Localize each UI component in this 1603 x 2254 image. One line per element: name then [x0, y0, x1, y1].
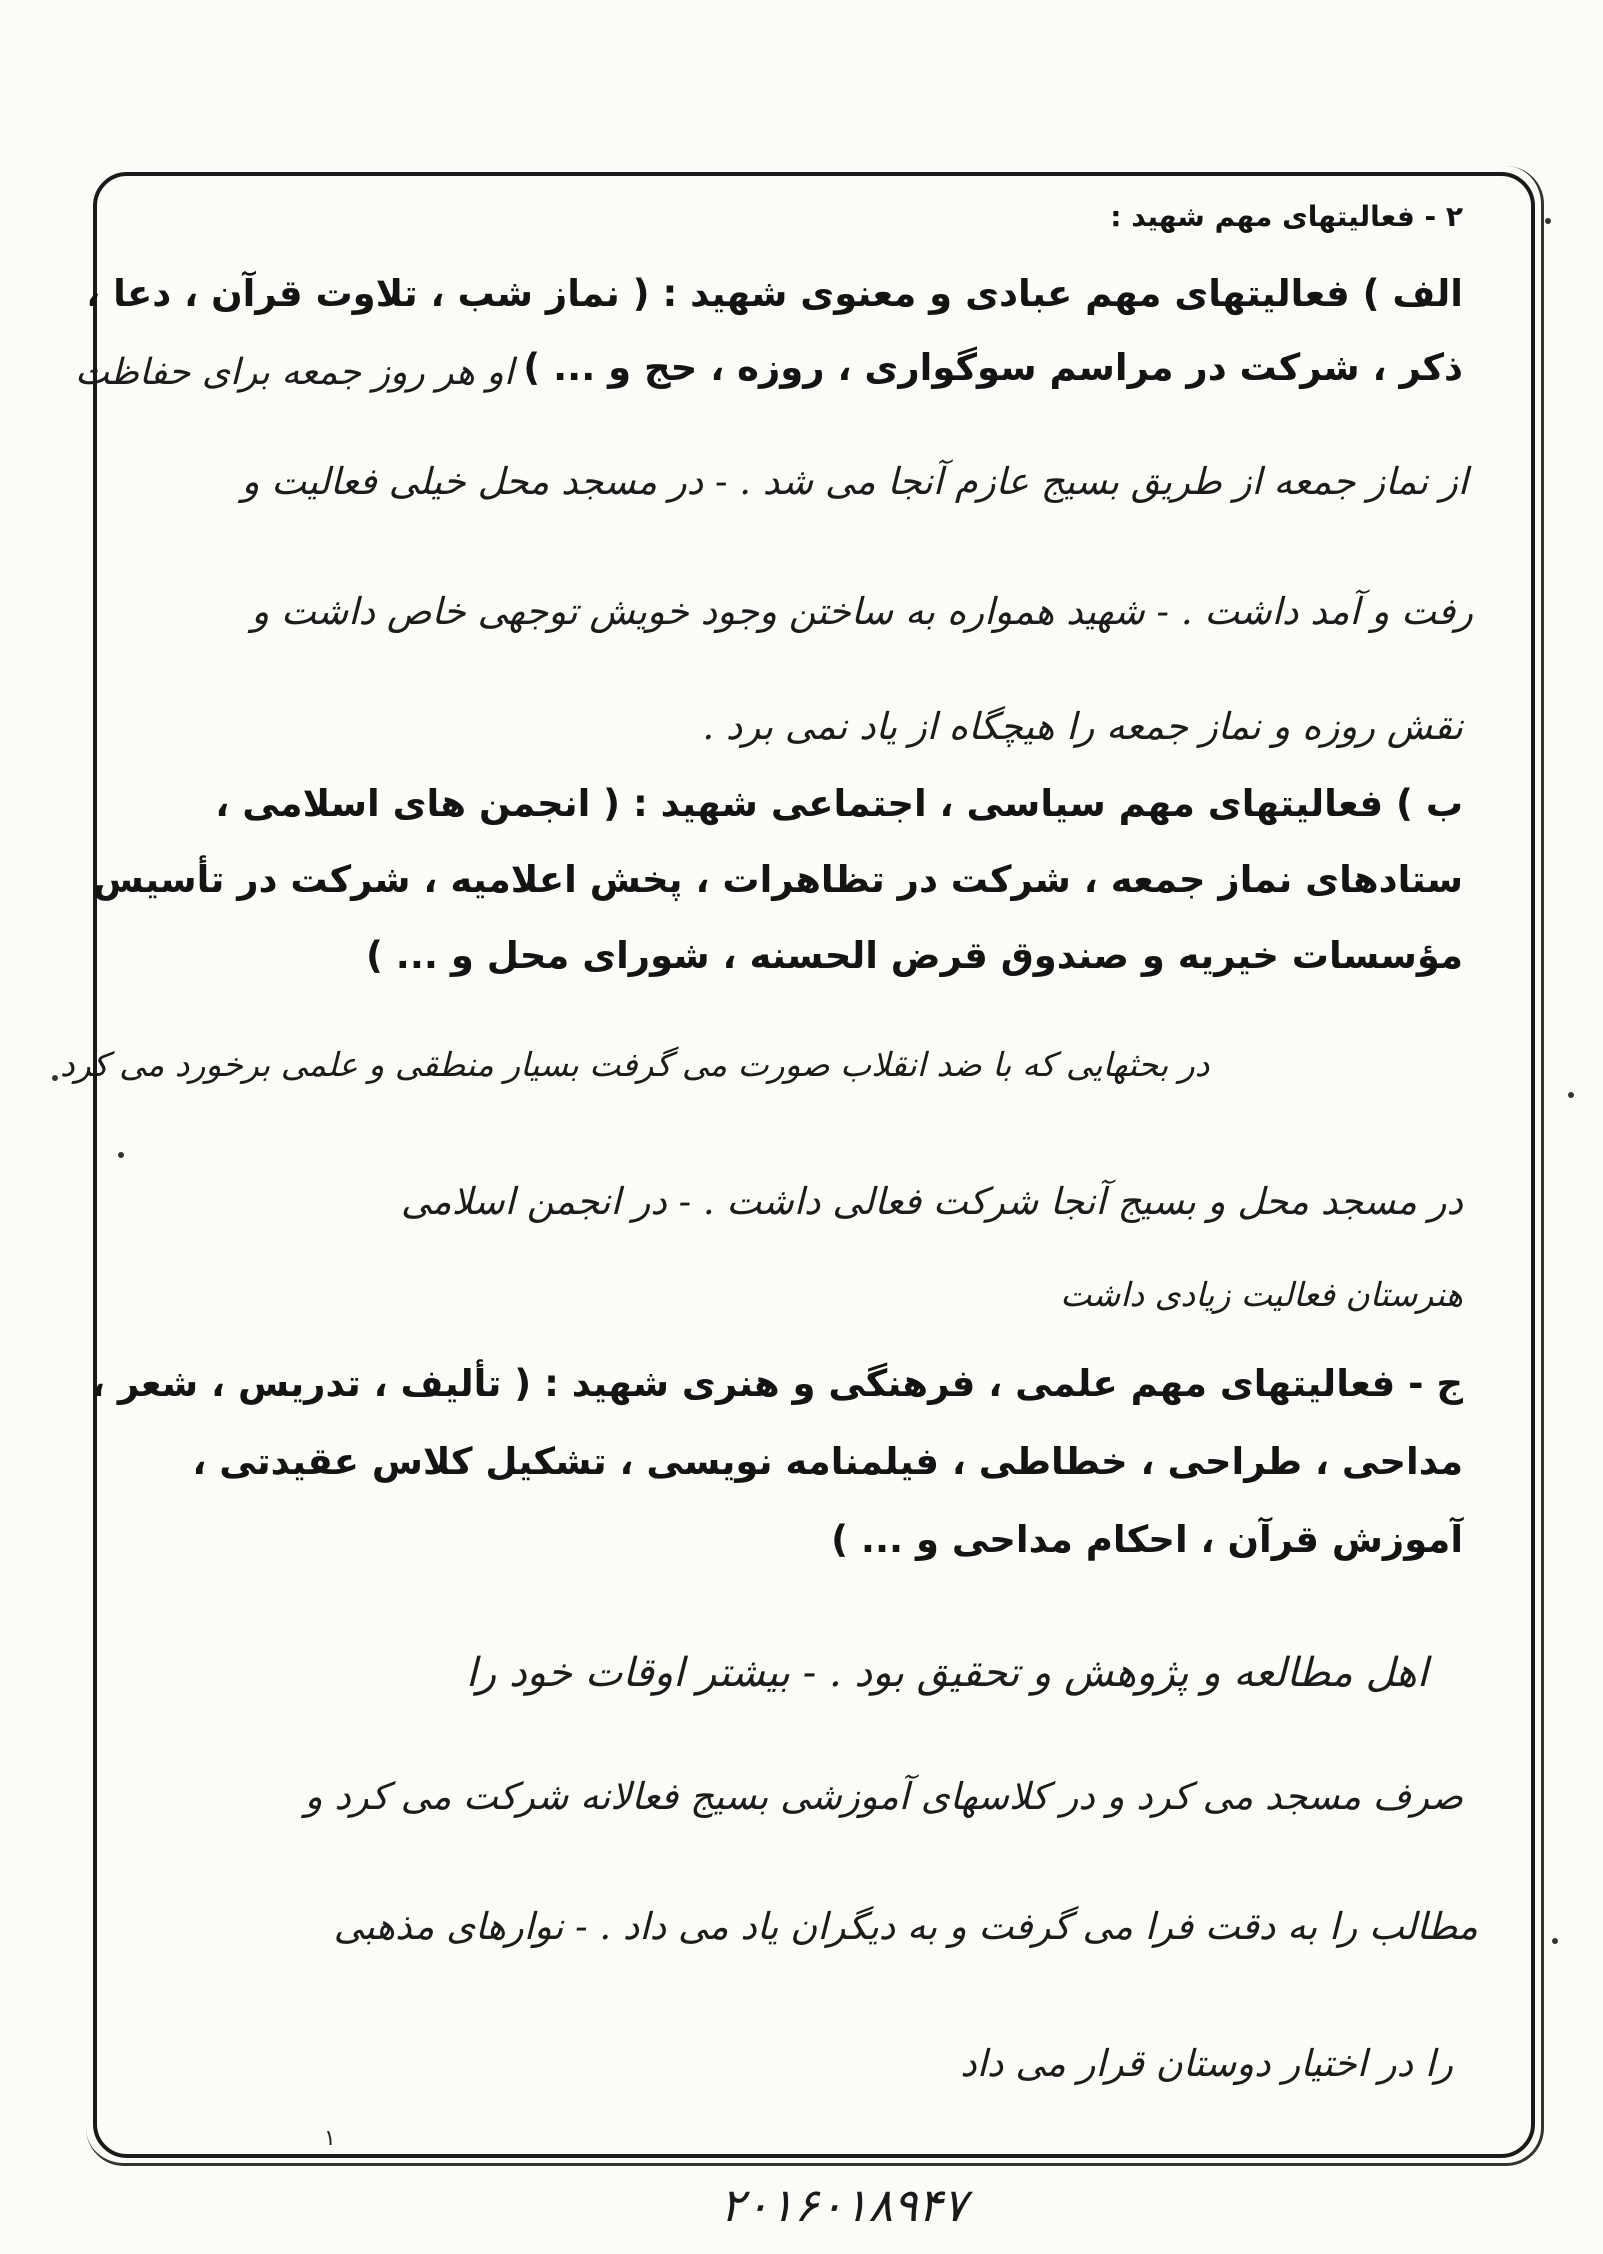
section-c-printed-line-3: آموزش قرآن ، احکام مداحی و ... ) [831, 1518, 1463, 1561]
section-c-handwritten-2: صرف مسجد می کرد و در کلاسهای آموزشی بسیج فعالانه شرکت می کرد و [304, 1775, 1463, 1818]
scan-speck [1568, 1092, 1574, 1098]
section-a-printed-line-1: الف ) فعالیتهای مهم عبادی و معنوی شهید : ( نماز شب ، تلاوت قرآن ، دعا ، [86, 272, 1463, 315]
scan-speck [1545, 218, 1551, 224]
section-b-handwritten-1: در بحثهایی که با ضد انقلاب صورت می گرفت بسیار منطقی و علمی برخورد می کرد [60, 1045, 1210, 1084]
scan-speck [52, 1075, 58, 1081]
section-c-handwritten-4: را در اختیار دوستان قرار می داد [960, 2042, 1453, 2085]
section-b-printed-line-3: مؤسسات خیریه و صندوق قرض الحسنه ، شورای محل و ... ) [366, 934, 1463, 977]
section-c-handwritten-1: اهل مطالعه و پژوهش و تحقیق بود . - بیشتر اوقات خود را [465, 1650, 1428, 1696]
section-b-printed-line-1: ب ) فعالیتهای مهم سیاسی ، اجتماعی شهید : ( انجمن های اسلامی ، [215, 782, 1463, 825]
section-a-printed-line-2: ذکر ، شرکت در مراسم سوگواری ، روزه ، حج و ... ) [523, 346, 1463, 389]
footer-number: ۲۰۱۶۰۱۸۹۴۷ [720, 2178, 968, 2232]
section-c-printed-line-1: ج - فعالیتهای مهم علمی ، فرهنگی و هنری شهید : ( تألیف ، تدریس ، شعر ، [90, 1362, 1463, 1405]
section-a-handwritten-3: رفت و آمد داشت . - شهید همواره به ساختن وجود خویش توجهی خاص داشت و [251, 590, 1473, 633]
section-c-printed-line-2: مداحی ، طراحی ، خطاطی ، فیلمنامه نویسی ، تشکیل کلاس عقیدتی ، [192, 1440, 1463, 1483]
page-marker: ۱ [324, 2126, 336, 2151]
section-a-handwritten-4: نقش روزه و نماز جمعه را هیچگاه از یاد نمی برد . [702, 705, 1463, 748]
scan-speck [118, 1152, 124, 1158]
section-a-handwritten-1: او هر روز جمعه برای حفاظت [75, 352, 514, 393]
section-b-printed-line-2: ستادهای نماز جمعه ، شرکت در تظاهرات ، پخش اعلامیه ، شرکت در تأسیس [92, 858, 1463, 901]
section-heading: ۲ - فعالیتهای مهم شهید : [1110, 200, 1463, 233]
scan-speck [1552, 1938, 1558, 1944]
section-a-handwritten-2: از نماز جمعه از طریق بسیج عازم آنجا می شد . - در مسجد محل خیلی فعالیت و [241, 460, 1468, 503]
section-c-handwritten-3: مطالب را به دقت فرا می گرفت و به دیگران یاد می داد . - نوارهای مذهبی [333, 1905, 1478, 1948]
section-b-handwritten-2: در مسجد محل و بسیج آنجا شرکت فعالی داشت . - در انجمن اسلامی [400, 1180, 1463, 1223]
section-b-handwritten-3: هنرستان فعالیت زیادی داشت [1060, 1275, 1463, 1314]
